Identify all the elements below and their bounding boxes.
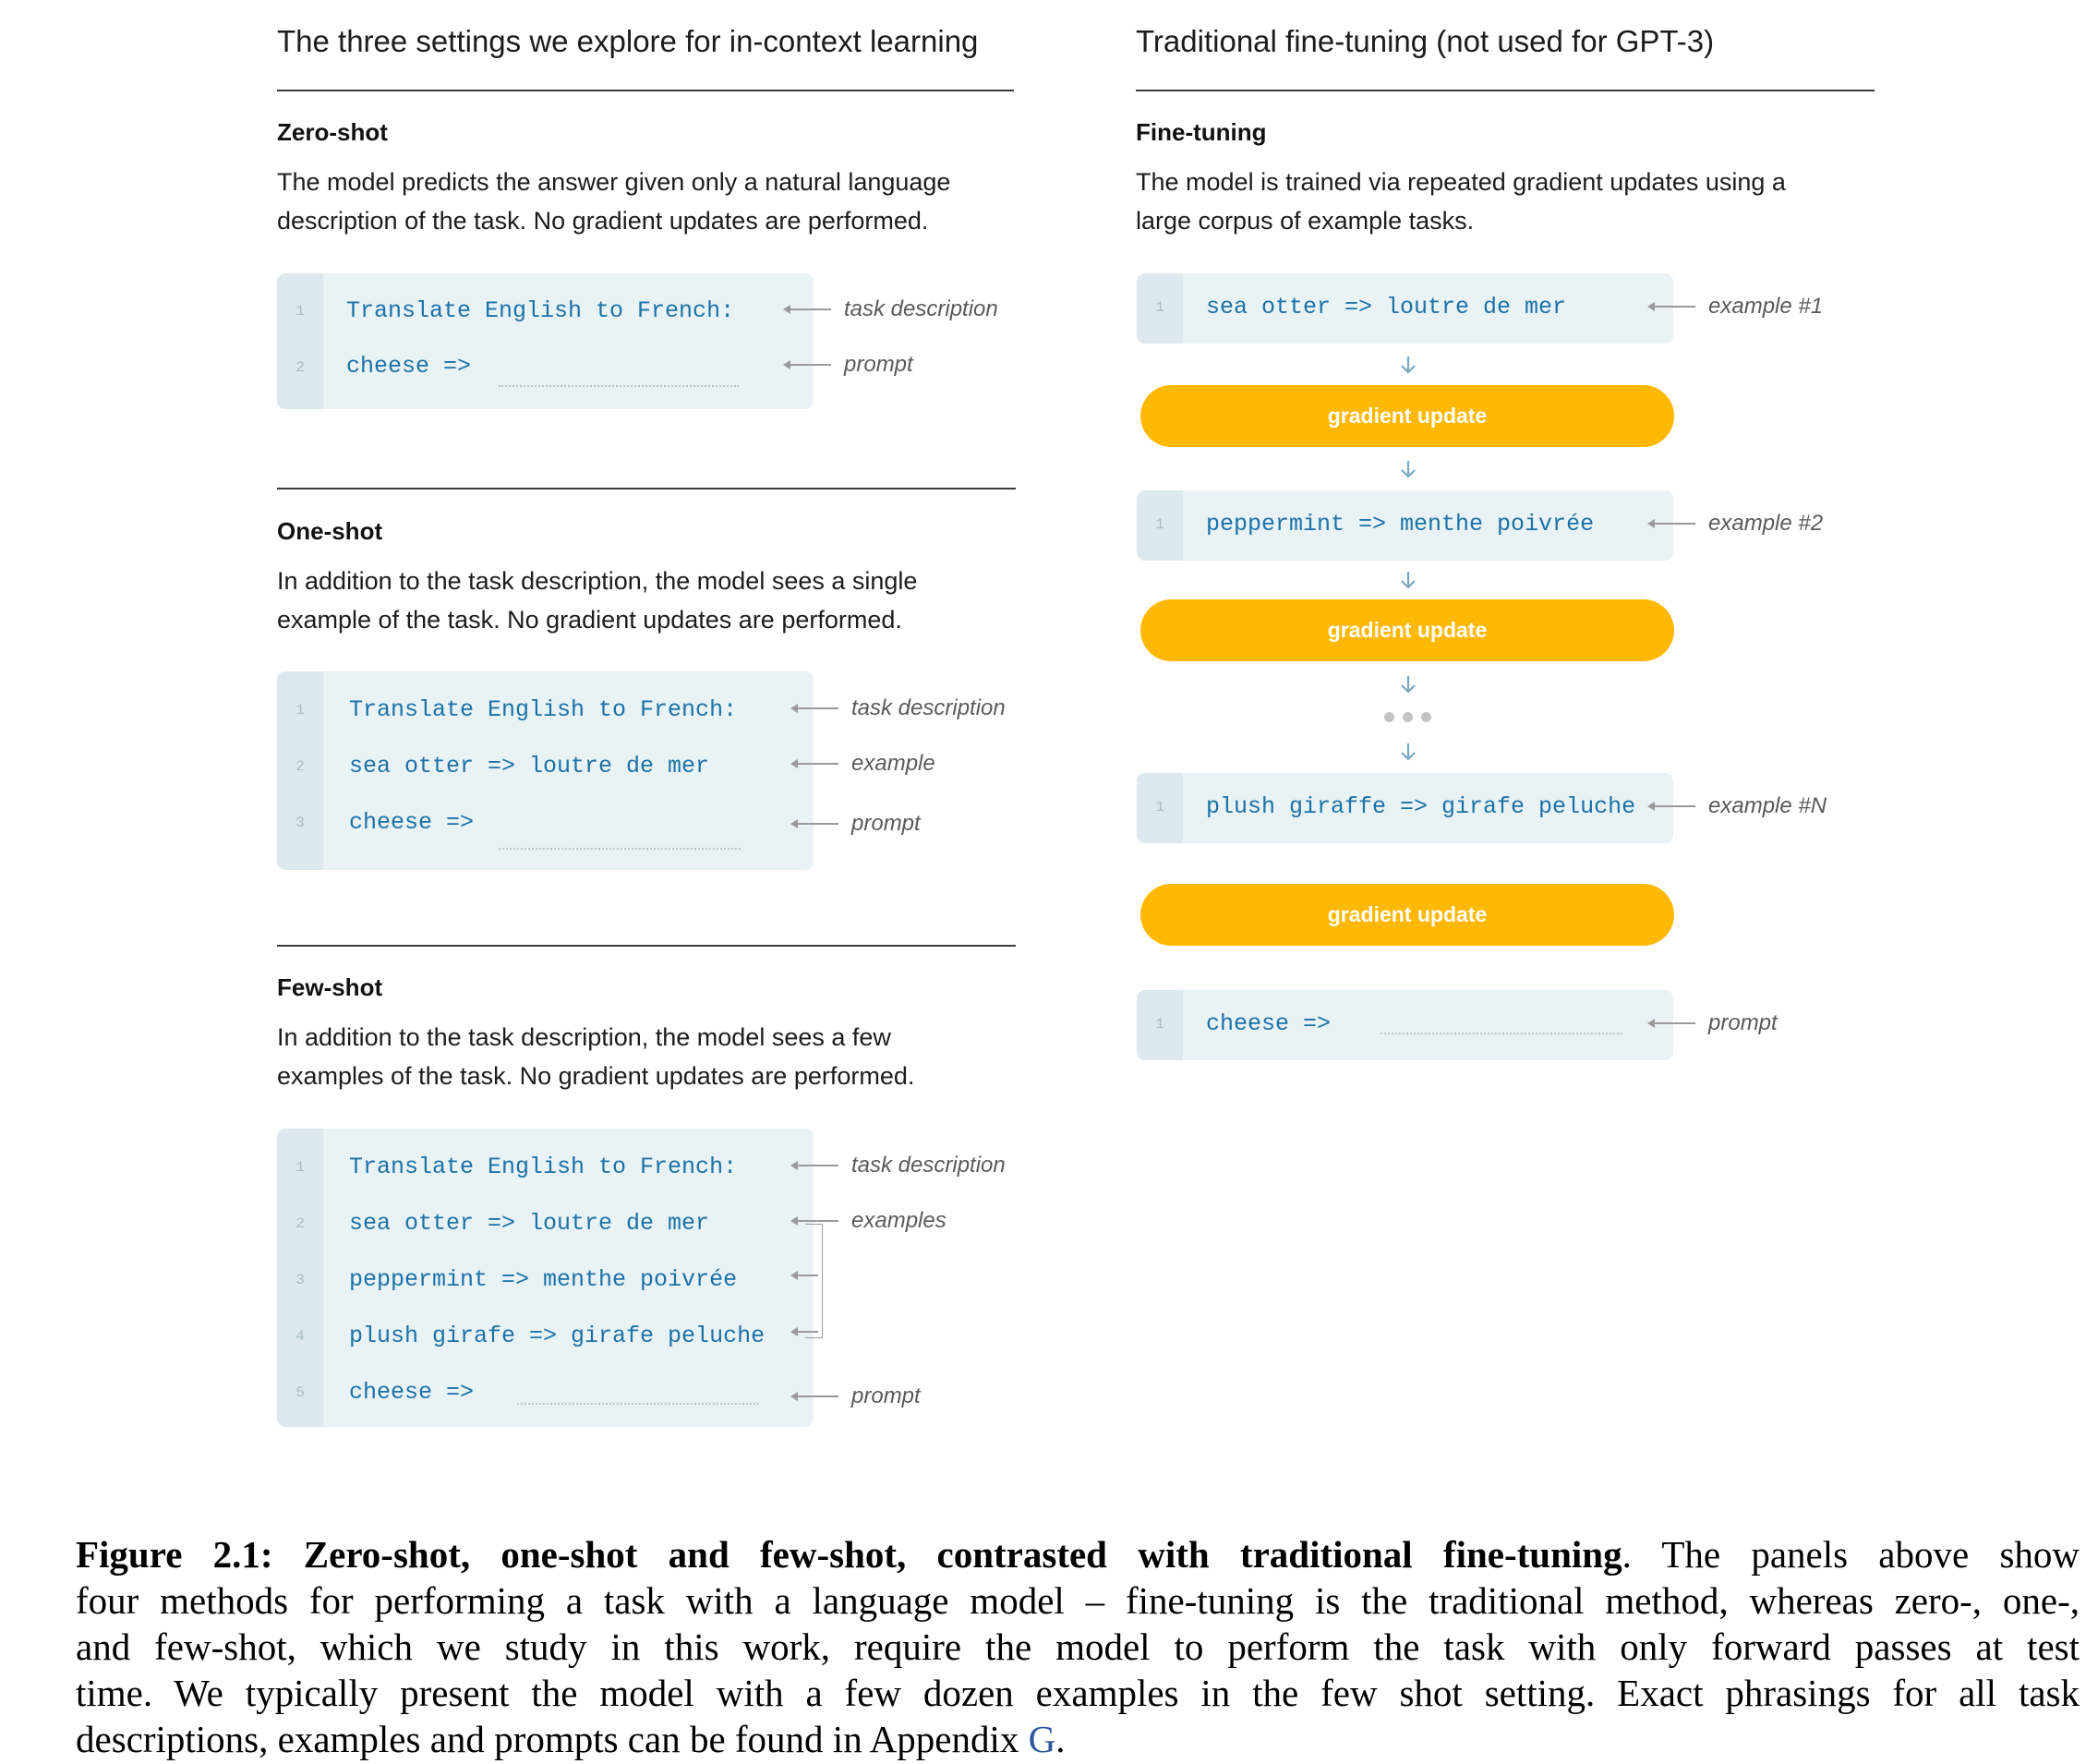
zero-shot-code-box bbox=[277, 273, 814, 409]
arrow-left-icon bbox=[790, 1327, 818, 1336]
arrow-left-icon bbox=[790, 1392, 838, 1401]
line-number: 2 bbox=[295, 359, 305, 376]
code-line: sea otter => loutre de mer bbox=[349, 753, 710, 779]
arrow-down-icon bbox=[1398, 459, 1418, 479]
code-line: Translate English to French: bbox=[349, 696, 738, 723]
arrow-left-icon bbox=[783, 360, 831, 369]
prompt-code-box bbox=[1137, 990, 1673, 1060]
answer-blank bbox=[499, 848, 741, 850]
code-line: plush giraffe => girafe peluche bbox=[1206, 793, 1636, 820]
left-panel-title: The three settings we explore for in-context learning bbox=[277, 24, 979, 58]
line-number: 1 bbox=[1155, 299, 1164, 316]
annotation-task-description: task description bbox=[790, 1153, 1006, 1178]
gradient-update-pill: gradient update bbox=[1140, 884, 1674, 946]
bracket-arrow bbox=[790, 1271, 831, 1280]
zero-shot-description: The model predicts the answer given only a natural language description of the task. No gradient updates are performed. bbox=[277, 168, 951, 235]
examples-bracket bbox=[805, 1224, 823, 1338]
caption-line: Figure 2.1: Zero-shot, one-shot and few-shot, contrasted with traditional fine-tuning. The panels above show bbox=[76, 1533, 2080, 1576]
code-line: peppermint => menthe poivrée bbox=[1206, 511, 1595, 538]
divider bbox=[1136, 90, 1875, 91]
code-line: sea otter => loutre de mer bbox=[1206, 294, 1567, 320]
code-line: cheese => bbox=[346, 353, 472, 380]
code-line: Translate English to French: bbox=[346, 297, 735, 324]
line-number: 3 bbox=[295, 815, 305, 831]
line-number: 2 bbox=[295, 758, 305, 775]
code-line: cheese => bbox=[349, 809, 475, 836]
arrow-left-icon bbox=[1647, 1019, 1695, 1028]
caption-line: four methods for performing a task with a language model – fine-tuning is the traditional method, whereas zero-, one-, bbox=[76, 1579, 2080, 1622]
line-number: 1 bbox=[1155, 516, 1164, 533]
one-shot-code-box bbox=[277, 671, 814, 870]
line-number: 1 bbox=[295, 1159, 305, 1176]
annotation-task-description: task description bbox=[790, 695, 1006, 721]
line-number: 1 bbox=[1155, 799, 1164, 816]
answer-blank bbox=[1381, 1033, 1622, 1034]
gradient-update-pill: gradient update bbox=[1140, 385, 1674, 447]
answer-blank bbox=[499, 385, 739, 387]
line-number: 1 bbox=[295, 702, 305, 719]
code-line: sea otter => loutre de mer bbox=[349, 1210, 710, 1237]
one-shot-description: In addition to the task description, the model sees a single example of the task. No gradient updates are performed. bbox=[277, 567, 918, 634]
arrow-left-icon bbox=[790, 759, 838, 768]
line-number: 4 bbox=[295, 1328, 305, 1345]
figure-caption bbox=[76, 1531, 2080, 1762]
arrow-left-icon bbox=[790, 1161, 838, 1170]
code-line: Translate English to French: bbox=[349, 1154, 738, 1180]
annotation-prompt: prompt bbox=[1647, 1010, 1778, 1036]
few-shot-description: In addition to the task description, the model sees a few examples of the task. No gradient updates are performed. bbox=[277, 1023, 915, 1090]
annotation-task-description: task description bbox=[783, 296, 998, 322]
arrow-down-icon bbox=[1398, 570, 1418, 590]
few-shot-heading: Few-shot bbox=[277, 973, 383, 1001]
line-number: 2 bbox=[295, 1215, 305, 1232]
example-1-code-box bbox=[1137, 273, 1673, 344]
line-number: 3 bbox=[295, 1272, 305, 1288]
annotation-example-2: example #2 bbox=[1647, 511, 1823, 537]
annotation-example-1: example #1 bbox=[1647, 294, 1823, 320]
one-shot-heading: One-shot bbox=[277, 517, 383, 545]
arrow-left-icon bbox=[790, 819, 838, 828]
divider bbox=[277, 945, 1016, 947]
arrow-left-icon bbox=[1647, 302, 1695, 311]
bracket-arrow bbox=[790, 1327, 831, 1336]
annotation-examples: examples bbox=[790, 1208, 947, 1234]
example-2-code-box bbox=[1137, 490, 1673, 561]
arrow-left-icon bbox=[1647, 802, 1695, 811]
annotation-prompt: prompt bbox=[790, 811, 921, 837]
code-line: peppermint => menthe poivrée bbox=[349, 1266, 738, 1293]
arrow-left-icon bbox=[790, 704, 838, 713]
annotation-prompt: prompt bbox=[783, 352, 913, 378]
arrow-left-icon bbox=[1647, 519, 1695, 528]
arrow-left-icon bbox=[783, 305, 831, 314]
arrow-down-icon bbox=[1398, 674, 1418, 695]
fine-tuning-description: The model is trained via repeated gradient updates using a large corpus of example tasks. bbox=[1136, 168, 1786, 235]
line-number-gutter bbox=[277, 273, 323, 409]
few-shot-code-box bbox=[277, 1129, 814, 1427]
appendix-link[interactable]: G bbox=[1028, 1718, 1056, 1760]
right-panel-title: Traditional fine-tuning (not used for GPT-3) bbox=[1136, 24, 1715, 58]
code-line: cheese => bbox=[1206, 1010, 1332, 1037]
caption-line: and few-shot, which we study in this work, require the model to perform the task with only forward passes at test bbox=[76, 1625, 2080, 1668]
arrow-down-icon bbox=[1398, 355, 1418, 375]
annotation-example-n: example #N bbox=[1647, 793, 1827, 819]
example-n-code-box bbox=[1137, 773, 1673, 843]
divider bbox=[277, 488, 1016, 489]
line-number: 1 bbox=[295, 303, 305, 320]
line-number: 5 bbox=[295, 1384, 305, 1401]
annotation-prompt: prompt bbox=[790, 1383, 921, 1409]
arrow-down-icon bbox=[1398, 742, 1418, 762]
answer-blank bbox=[517, 1403, 759, 1405]
caption-line: time. We typically present the model with a few dozen examples in the few shot setting. Exact phrasings for all task bbox=[76, 1672, 2080, 1714]
code-line: cheese => bbox=[349, 1379, 475, 1406]
arrow-left-icon bbox=[790, 1271, 818, 1280]
fine-tuning-heading: Fine-tuning bbox=[1136, 118, 1267, 146]
annotation-example: example bbox=[790, 751, 935, 777]
line-number: 1 bbox=[1155, 1016, 1164, 1033]
caption-line: descriptions, examples and prompts can be found in Appendix G. bbox=[76, 1718, 1066, 1760]
ellipsis-icon bbox=[1384, 712, 1431, 722]
code-line: plush girafe => girafe peluche bbox=[349, 1323, 766, 1349]
zero-shot-heading: Zero-shot bbox=[277, 118, 388, 146]
gradient-update-pill: gradient update bbox=[1140, 599, 1674, 661]
divider bbox=[277, 90, 1014, 91]
